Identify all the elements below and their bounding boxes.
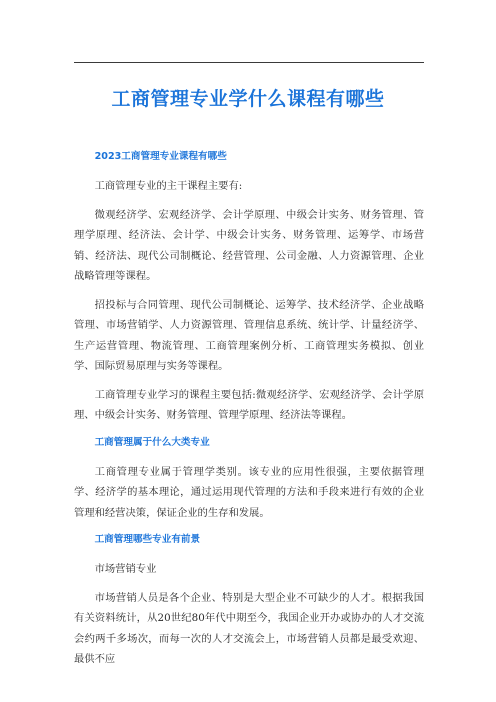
paragraph: 市场营销专业 [94, 563, 157, 575]
paragraph: 工商管理专业的主干课程主要有: [94, 180, 243, 192]
paragraph: 市场营销人员是各个企业、特别是大型企业不可缺少的人才。根据我国有关资料统计，从20世纪80年代中期至今，我国企业开办或协办的人才交流会约两千多场次，而每一次的人才交流会上，市场营销人员都是最受欢迎、最供不应 [74, 591, 424, 665]
section-heading: 工商管理属于什么大类专业 [94, 436, 210, 448]
document-title: 工商管理专业学什么课程有哪些 [111, 88, 385, 110]
document-body [74, 148, 424, 678]
paragraph: 工商管理专业学习的课程主要包括:微观经济学、宏观经济学、会计学原理、中级会计实务、财务管理、管理学原理、经济法等课程。 [74, 388, 424, 421]
section-heading: 工商管理哪些专业有前景 [94, 534, 201, 545]
paragraph: 工商管理专业属于管理学类别。该专业的应用性很强，主要依据管理学、经济学的基本理论，通过运用现代管理的方法和手段来进行有效的企业管理和经营决策，保证企业的生存和发展。 [74, 465, 424, 519]
section-heading: 2023工商管理专业课程有哪些 [94, 151, 227, 162]
paragraph: 招投标与合同管理、现代公司制概论、运筹学、技术经济学、企业战略管理、市场营销学、人力资源管理、管理信息系统、统计学、计量经济学、生产运营管理、物流管理、工商管理案例分析、工商管理实务模拟、创业学、国际贸易原理与实务等课程。 [74, 298, 424, 372]
header-rule [74, 62, 424, 63]
paragraph: 微观经济学、宏观经济学、会计学原理、中级会计实务、财务管理、管理学原理、经济法、会计学、中级会计实务、财务管理、运筹学、市场营销、经济法、现代公司制概论、经营管理、公司金融、人力资源管理、企业战略管理等课程。 [74, 208, 424, 282]
